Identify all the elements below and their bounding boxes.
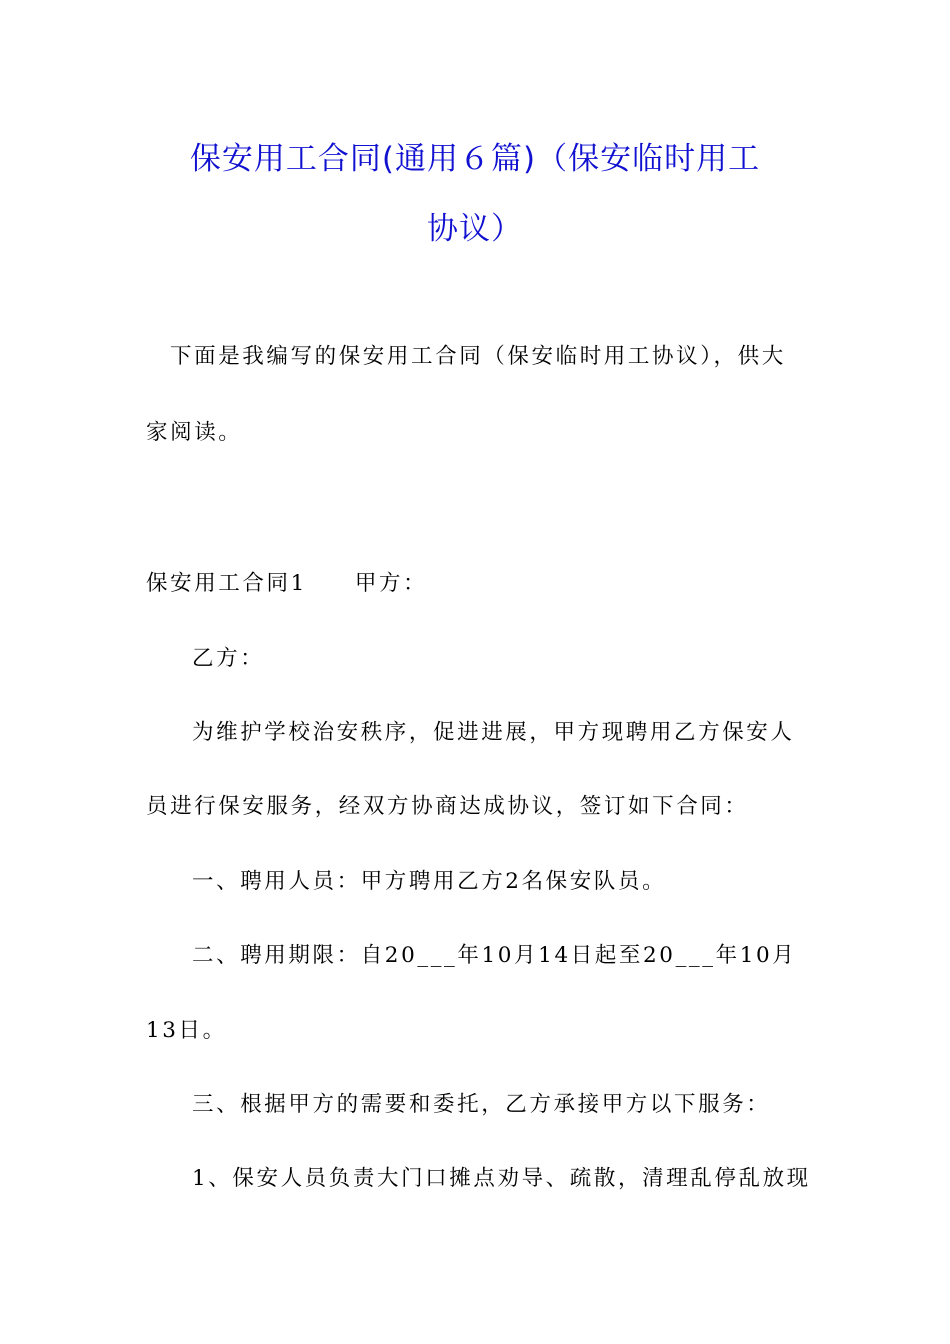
party-a-label: 甲方： bbox=[354, 571, 428, 596]
clause-3: 三、根据甲方的需要和委托，乙方承接甲方以下服务： bbox=[192, 1092, 771, 1117]
document-title-line-1: 保安用工合同(通用６篇)（保安临时用工 bbox=[189, 141, 761, 177]
item-1-line-1: 1、保安人员负责大门口摊点劝导、疏散，清理乱停乱放现 bbox=[192, 1166, 811, 1191]
clause-2-line-1: 二、聘用期限：自20___年10月14日起至20___年10月 bbox=[192, 943, 797, 968]
paragraph-1-line-1: 为维护学校治安秩序，促进进展，甲方现聘用乙方保安人 bbox=[192, 720, 795, 745]
document-title-line-2: 协议） bbox=[427, 211, 523, 247]
paragraph-1-line-2: 员进行保安服务，经双方协商达成协议，签订如下合同： bbox=[146, 794, 749, 819]
intro-paragraph-line-2: 家阅读。 bbox=[146, 420, 243, 445]
party-b-label: 乙方： bbox=[192, 646, 265, 671]
contract-heading-row bbox=[146, 569, 427, 599]
contract-heading: 保安用工合同1 bbox=[146, 571, 307, 596]
clause-1: 一、聘用人员：甲方聘用乙方2名保安队员。 bbox=[192, 869, 667, 894]
clause-2-line-2: 13日。 bbox=[146, 1018, 227, 1043]
intro-paragraph-line-1: 下面是我编写的保安用工合同（保安临时用工协议），供大 bbox=[170, 344, 786, 369]
